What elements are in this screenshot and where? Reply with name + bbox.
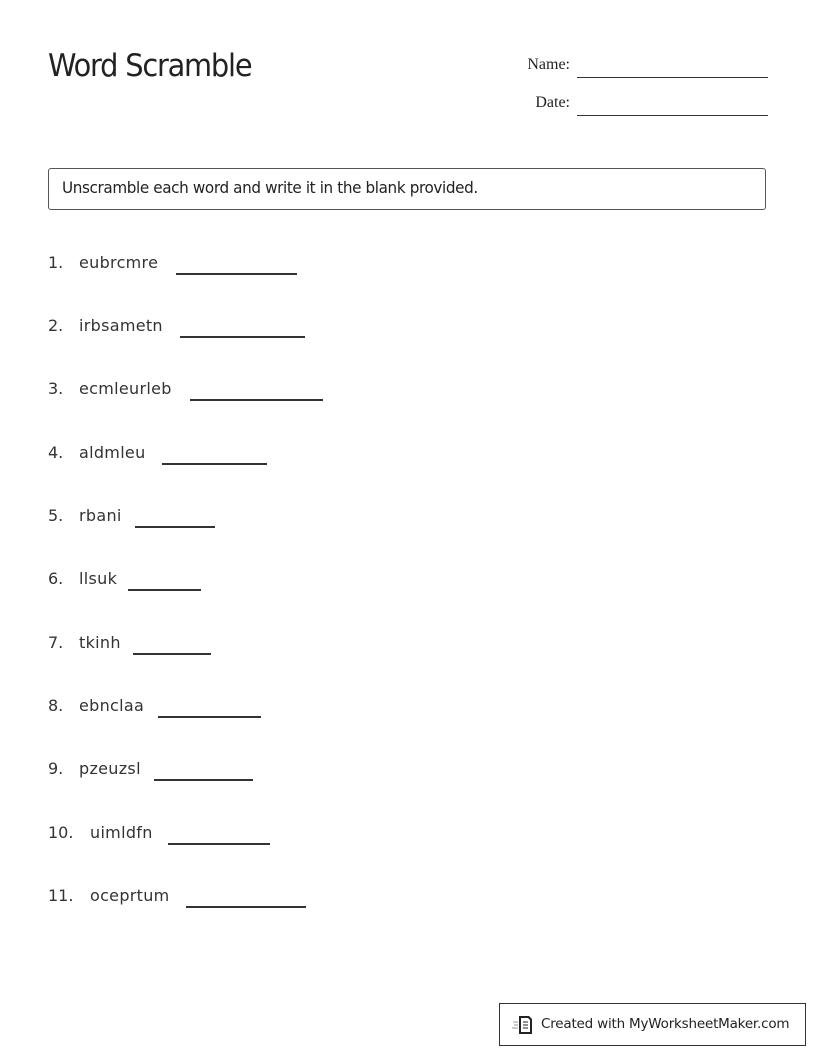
question-item (48, 253, 158, 277)
question-item (48, 569, 117, 593)
question-item (48, 886, 170, 910)
scrambled-word: tkinh (79, 633, 121, 652)
question-number: 6. (48, 569, 64, 588)
answer-blank[interactable] (180, 336, 305, 338)
question-item (48, 823, 153, 847)
name-blank-line[interactable] (577, 77, 768, 78)
answer-blank[interactable] (190, 399, 323, 401)
footer-badge[interactable] (499, 1003, 806, 1046)
answer-blank[interactable] (162, 463, 267, 465)
scrambled-word: ecmleurleb (79, 379, 172, 398)
question-item (48, 316, 163, 340)
scrambled-word: oceprtum (90, 886, 170, 905)
question-item (48, 633, 121, 657)
question-number: 5. (48, 506, 64, 525)
answer-blank[interactable] (135, 526, 215, 528)
question-number: 4. (48, 443, 64, 462)
name-field[interactable] (500, 50, 768, 78)
instructions-box (48, 168, 766, 210)
question-number: 9. (48, 759, 64, 778)
scrambled-word: pzeuzsl (79, 759, 141, 778)
name-label: Name: (527, 56, 570, 73)
scrambled-word: rbani (79, 506, 122, 525)
answer-blank[interactable] (133, 653, 211, 655)
question-number: 1. (48, 253, 64, 272)
scrambled-word: uimldfn (90, 823, 153, 842)
answer-blank[interactable] (186, 906, 306, 908)
date-label: Date: (535, 94, 570, 111)
question-number: 10. (48, 823, 74, 842)
answer-blank[interactable] (154, 779, 253, 781)
answer-blank[interactable] (176, 273, 297, 275)
date-blank-line[interactable] (577, 115, 768, 116)
question-number: 11. (48, 886, 74, 905)
question-number: 2. (48, 316, 64, 335)
question-item (48, 379, 172, 403)
scrambled-word: llsuk (79, 569, 118, 588)
page-title: Word Scramble (48, 48, 252, 84)
instructions-text: Unscramble each word and write it in the blank provided. (62, 178, 478, 197)
footer-text[interactable]: Created with MyWorksheetMaker.com (541, 1016, 790, 1032)
scrambled-word: ebnclaa (79, 696, 145, 715)
question-number: 3. (48, 379, 64, 398)
question-item (48, 696, 144, 720)
question-number: 8. (48, 696, 64, 715)
answer-blank[interactable] (128, 589, 201, 591)
worksheet-logo-icon (512, 1014, 534, 1036)
scrambled-word: irbsametn (79, 316, 163, 335)
answer-blank[interactable] (158, 716, 261, 718)
question-item (48, 443, 146, 467)
question-item (48, 759, 141, 783)
answer-blank[interactable] (168, 843, 270, 845)
scrambled-word: eubrcmre (79, 253, 159, 272)
scrambled-word: aldmleu (79, 443, 146, 462)
question-number: 7. (48, 633, 64, 652)
question-item (48, 506, 122, 530)
date-field[interactable] (500, 88, 768, 116)
